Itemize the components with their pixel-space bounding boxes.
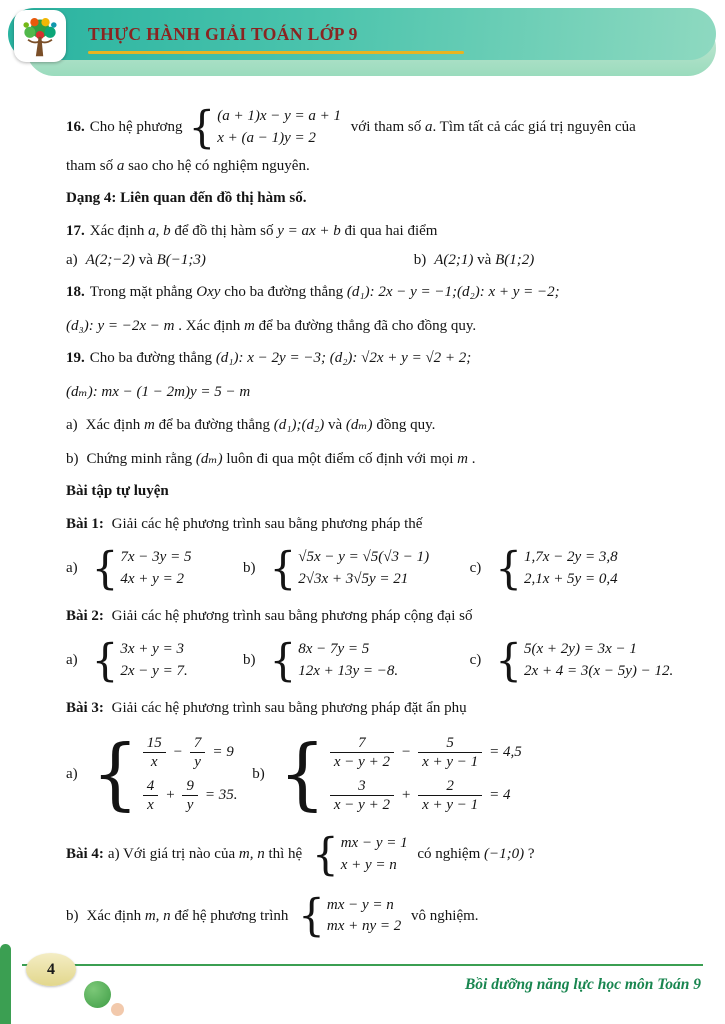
equation: 12x + 13y = −8. <box>298 662 399 679</box>
equation-system <box>92 547 192 591</box>
rhs: = 4 <box>489 786 511 803</box>
text-segment: đi qua hai điểm <box>340 222 438 239</box>
equation: 2x + 4 = 3(x − 5y) − 12. <box>524 662 674 679</box>
math-segment: B(1;2) <box>495 252 535 268</box>
equation: 2x − y = 7. <box>120 662 188 679</box>
equations <box>524 547 618 591</box>
denominator: y <box>190 752 206 771</box>
option-label: b) <box>252 765 265 782</box>
equation-system <box>92 731 238 817</box>
equations <box>217 106 341 150</box>
green-dot-decoration <box>84 981 111 1008</box>
math-segment: a <box>424 119 433 136</box>
page-number: 4 <box>26 953 76 986</box>
equation <box>141 777 238 814</box>
denominator: x + y − 1 <box>418 795 482 814</box>
math-segment: (dₘ): mx − (1 − 2m)y = 5 − m <box>66 383 251 400</box>
equation <box>328 734 522 771</box>
exercise-3a <box>66 729 252 819</box>
numerator: { 15 <box>146 735 162 751</box>
exercise-1-systems <box>66 545 687 593</box>
problem-18 <box>66 281 687 337</box>
equation: x + y = n <box>340 856 397 873</box>
fraction <box>143 777 159 814</box>
text-segment: vô nghiệm. <box>407 907 479 924</box>
problem-17 <box>66 220 687 243</box>
exercise-2a <box>66 637 243 685</box>
problem-number: 19. <box>66 350 85 366</box>
equation <box>141 734 238 771</box>
text-segment: Xác định <box>85 417 144 433</box>
section-heading-dang4: Dạng 4: Liên quan đến đồ thị hàm số. <box>66 190 307 206</box>
denominator: x − y + 2 <box>330 752 394 771</box>
equation: 2,1x + 5y = 0,4 <box>524 570 618 587</box>
numerator: 4 <box>146 778 155 794</box>
text-segment: Chứng minh rằng <box>86 450 196 467</box>
text-segment: với tham số <box>347 119 425 136</box>
equation: { mx − y = 1 <box>340 835 408 851</box>
option-label: c) <box>469 652 482 669</box>
fraction <box>182 777 198 814</box>
equation-system <box>495 639 673 683</box>
problem-number: 16. <box>66 119 85 136</box>
math-segment: m <box>457 450 469 467</box>
text-segment: Giải các hệ phương trình sau bằng phương pháp cộng đại số <box>107 607 473 624</box>
equation-system <box>279 731 522 817</box>
text-segment: Trong mặt phẳng <box>89 284 197 300</box>
equation-system <box>92 639 188 683</box>
exercise-label: Bài 2: <box>66 607 104 624</box>
denominator: x <box>143 795 159 814</box>
math-segment: (dₘ) <box>345 417 373 433</box>
equation: { (a + 1)x − y = a + 1 <box>217 108 342 124</box>
option-label: a) <box>66 765 78 782</box>
math-segment: a <box>116 157 125 174</box>
math-segment: y = ax + b <box>277 222 341 239</box>
operator: − <box>400 743 412 760</box>
fraction <box>418 734 482 771</box>
text-segment: a) Với giá trị nào của <box>107 846 239 863</box>
equations <box>298 639 398 683</box>
math-segment: (d₁): 2x − y = −1; <box>346 284 458 300</box>
equation-system <box>312 833 408 877</box>
problem-number: 17. <box>66 222 85 239</box>
math-segment: m, n <box>238 846 265 863</box>
option-a <box>66 252 414 269</box>
math-segment: (−1;0) <box>484 846 525 863</box>
text-segment: để ba đường thẳng <box>154 417 274 433</box>
exercise-3-systems <box>66 729 687 819</box>
option-label: b) <box>66 907 79 924</box>
exercise-3-title <box>66 697 687 720</box>
text-segment: để ba đường thẳng đã cho đồng quy. <box>254 317 477 334</box>
equation: mx + ny = 2 <box>326 918 402 935</box>
numerator: 9 <box>186 778 194 794</box>
problem-16-line-1 <box>66 104 687 152</box>
fraction <box>143 734 166 771</box>
peach-dot-decoration <box>111 1003 124 1016</box>
option-label: a) <box>66 252 78 268</box>
text-segment: và <box>473 252 496 268</box>
text-segment: để đồ thị hàm số <box>170 222 278 239</box>
text-segment: và <box>324 417 346 433</box>
operator: + <box>400 786 412 803</box>
rhs: = 4,5 <box>489 743 522 760</box>
equations <box>120 547 191 591</box>
equation-system <box>188 106 341 150</box>
exercise-1c <box>470 545 624 593</box>
equation-system <box>298 895 401 939</box>
math-segment: m <box>143 417 155 433</box>
exercise-2-title <box>66 605 687 628</box>
exercise-2c <box>470 637 680 685</box>
option-label: b) <box>242 560 256 577</box>
denominator: x <box>143 752 166 771</box>
equation: 2√3x + 3√5y = 21 <box>298 570 409 587</box>
problem-19-line-2 <box>66 381 687 404</box>
numerator: 3 <box>358 778 366 794</box>
math-segment: (d₁);(d₂) <box>273 417 325 433</box>
equation: { mx − y = n <box>326 896 394 913</box>
text-segment: . <box>468 450 476 467</box>
equation: x + (a − 1)y = 2 <box>217 129 316 146</box>
text-segment: đồng quy. <box>372 417 436 433</box>
page-header <box>0 0 725 94</box>
text-segment: và <box>134 252 157 268</box>
option-label: b) <box>242 652 256 669</box>
equation <box>328 777 522 814</box>
equation: { √5x − y = √5(√3 − 1) <box>298 549 430 565</box>
numerator: 5 <box>446 735 454 751</box>
text-segment: Cho hệ phương <box>89 119 183 136</box>
numerator: 7 <box>193 735 202 751</box>
equations <box>120 639 187 683</box>
exercise-4a <box>66 831 687 879</box>
rhs: = 9 <box>212 743 234 760</box>
text-segment: Xác định <box>89 222 149 239</box>
denominator: x − y + 2 <box>330 795 394 814</box>
problem-19-line-1 <box>66 347 687 370</box>
option-label: c) <box>469 560 482 577</box>
footer-divider <box>22 964 703 967</box>
math-segment: m, n <box>144 907 171 924</box>
left-edge-strip <box>0 944 11 1024</box>
text-segment: tham số <box>66 157 117 174</box>
problem-16-line-2 <box>66 155 687 178</box>
text-segment: thì hệ <box>264 846 306 863</box>
operator: − <box>172 743 183 760</box>
math-segment: A(2;1) <box>434 252 474 268</box>
equations <box>298 547 429 591</box>
rhs: = 35. <box>204 786 238 803</box>
text-segment: ? <box>524 846 535 863</box>
tree-logo <box>14 10 66 62</box>
fraction <box>330 777 394 814</box>
numerator: { 7 <box>358 735 366 751</box>
text-segment: . Tìm tất cả các giá trị nguyên của <box>432 119 636 136</box>
problem-number: 18. <box>66 284 85 300</box>
equation: { 3x + y = 3 <box>120 641 184 657</box>
equation-system <box>495 547 617 591</box>
text-segment: Xác định <box>86 907 145 924</box>
numerator: 2 <box>446 778 454 794</box>
text-segment: Giải các hệ phương trình sau bằng phương pháp thế <box>107 515 423 532</box>
equations <box>328 731 522 817</box>
exercise-1a <box>66 545 243 593</box>
problem-19-part-b <box>66 448 687 471</box>
exercise-4b <box>66 893 687 941</box>
math-segment: (d₂): x + y = −2; <box>457 284 560 300</box>
section-heading-self-practice: Bài tập tự luyện <box>66 483 169 499</box>
math-segment: m <box>244 317 255 334</box>
equation: { 5(x + 2y) = 3x − 1 <box>524 641 637 657</box>
exercise-label: Bài 1: <box>66 515 104 532</box>
content <box>0 94 725 940</box>
problem-17-options <box>66 252 687 269</box>
equations <box>341 833 408 877</box>
operator: + <box>165 786 176 803</box>
equation-system <box>269 547 429 591</box>
text-segment: có nghiệm <box>413 846 485 863</box>
option-label: a) <box>66 417 78 433</box>
equation-system <box>269 639 398 683</box>
text-segment: . Xác định <box>174 317 245 334</box>
exercise-3b <box>252 729 527 819</box>
text-segment: luôn đi qua một điểm cố định với mọi <box>222 450 458 467</box>
fraction <box>330 734 394 771</box>
problem-18-line-1 <box>66 281 687 304</box>
math-segment: A(2;−2) <box>85 252 135 268</box>
math-segment: (dₘ) <box>195 450 223 467</box>
math-segment: Oxy <box>196 284 221 300</box>
option-label: b) <box>66 450 79 467</box>
math-segment: a, b <box>148 222 171 239</box>
fraction <box>418 777 482 814</box>
text-segment: Giải các hệ phương trình sau bằng phương pháp đặt ẩn phụ <box>107 699 467 716</box>
fraction <box>190 734 206 771</box>
equations <box>327 895 401 939</box>
problem-19 <box>66 347 687 470</box>
exercise-1b <box>243 545 470 593</box>
option-label: b) <box>413 252 427 268</box>
tree-logo-image <box>17 13 63 59</box>
equation: { 8x − 7y = 5 <box>298 641 370 657</box>
equations <box>524 639 673 683</box>
denominator: y <box>182 795 198 814</box>
text-segment: Cho ba đường thẳng <box>89 350 216 366</box>
option-b <box>414 252 534 269</box>
exercise-2b <box>243 637 470 685</box>
equations <box>141 731 238 817</box>
exercise-1-title <box>66 513 687 536</box>
equation: 4x + y = 2 <box>120 570 184 587</box>
exercise-label: Bài 4: <box>66 846 104 863</box>
math-segment: (d₁): x − 2y = −3; <box>215 350 326 366</box>
option-label: a) <box>66 560 78 577</box>
problem-16 <box>66 104 687 177</box>
exercise-2-systems <box>66 637 687 685</box>
denominator: x + y − 1 <box>418 752 482 771</box>
option-label: a) <box>66 652 78 669</box>
math-segment: (d₃): y = −2x − m <box>66 317 175 334</box>
page-title: THỰC HÀNH GIẢI TOÁN LỚP 9 <box>88 24 358 44</box>
footer-text: Bồi dưỡng năng lực học môn Toán 9 <box>464 976 701 993</box>
equation: { 7x − 3y = 5 <box>120 549 192 565</box>
math-segment: B(−1;3) <box>156 252 206 268</box>
equation: { 1,7x − 2y = 3,8 <box>524 549 618 565</box>
math-segment: (d₂): √2x + y = √2 + 2; <box>325 350 472 366</box>
text-segment: để hệ phương trình <box>170 907 293 924</box>
exercise-label: Bài 3: <box>66 699 104 716</box>
problem-19-part-a <box>66 414 687 437</box>
text-segment: sao cho hệ có nghiệm nguyên. <box>124 157 310 174</box>
text-segment: cho ba đường thẳng <box>220 284 347 300</box>
title-underline <box>88 51 464 54</box>
problem-18-line-2 <box>66 315 687 338</box>
